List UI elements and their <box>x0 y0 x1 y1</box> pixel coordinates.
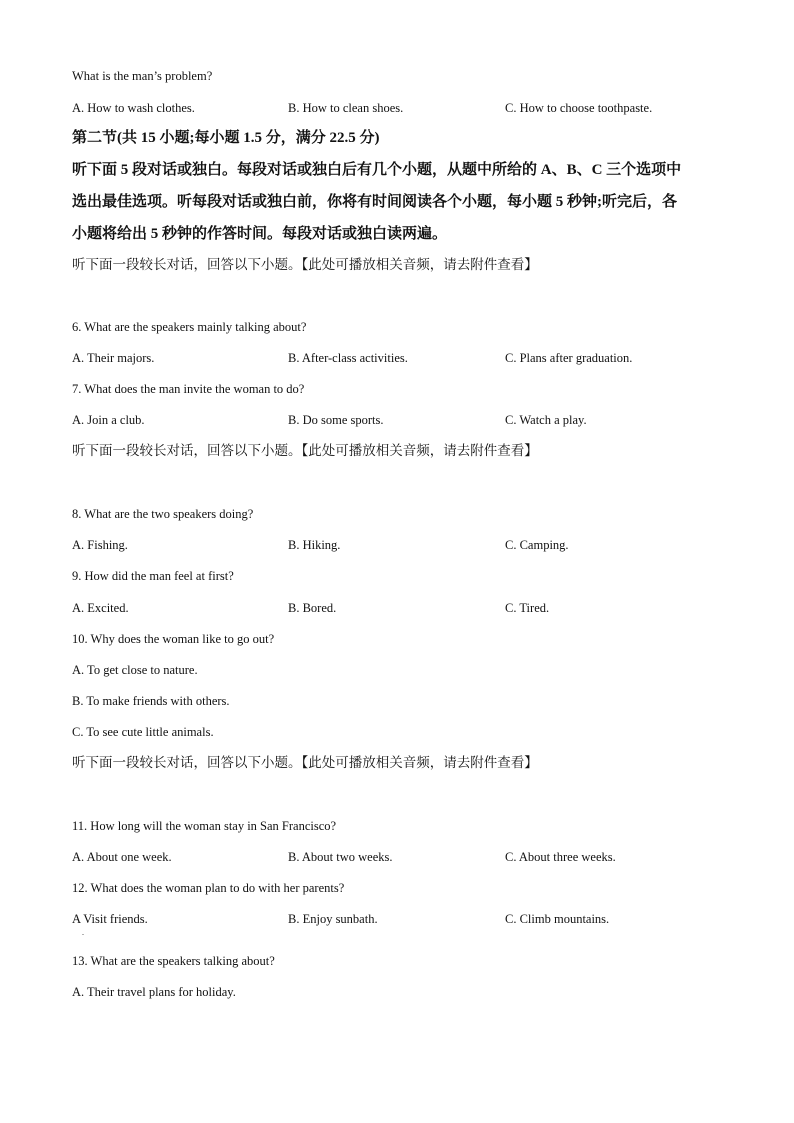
instructions-line-3: 小题将给出 5 秒钟的作答时间。每段对话或独白读两遍。 <box>72 226 448 242</box>
q5-option-a: A. How to wash clothes. <box>72 101 195 115</box>
listen-note-1: 听下面一段较长对话，回答以下小题。【此处可播放相关音频，请去附件查看】 <box>72 257 538 272</box>
q11-option-c: C. About three weeks. <box>505 850 616 864</box>
q13-option-a: A. Their travel plans for holiday. <box>72 985 236 999</box>
q8-option-c: C. Camping. <box>505 538 569 552</box>
q6-option-b: B. After-class activities. <box>288 351 408 365</box>
q12-option-c: C. Climb mountains. <box>505 912 610 926</box>
q7-option-a: A. Join a club. <box>72 413 145 427</box>
stray-dot-mark: . <box>82 928 84 937</box>
question-11-text: 11. How long will the woman stay in San Francisco? <box>72 819 337 833</box>
q6-option-a: A. Their majors. <box>72 351 155 365</box>
listen-note-2: 听下面一段较长对话，回答以下小题。【此处可播放相关音频，请去附件查看】 <box>72 443 538 458</box>
q6-option-c: C. Plans after graduation. <box>505 351 633 365</box>
listen-note-3: 听下面一段较长对话，回答以下小题。【此处可播放相关音频，请去附件查看】 <box>72 755 538 770</box>
question-13-text: 13. What are the speakers talking about? <box>72 954 275 968</box>
q12-option-b: B. Enjoy sunbath. <box>288 912 378 926</box>
q7-option-c: C. Watch a play. <box>505 413 587 427</box>
q9-option-c: C. Tired. <box>505 601 550 615</box>
question-10-text: 10. Why does the woman like to go out? <box>72 632 275 646</box>
section-title: 第二节(共 15 小题;每小题 1.5 分，满分 22.5 分) <box>72 130 380 146</box>
question-12-text: 12. What does the woman plan to do with her parents? <box>72 881 345 895</box>
q8-option-a: A. Fishing. <box>72 538 128 552</box>
q9-option-a: A. Excited. <box>72 601 129 615</box>
instructions-line-1: 听下面 5 段对话或独白。每段对话或独白后有几个小题，从题中所给的 A、B、C 三个选项中 <box>72 162 682 178</box>
q12-option-a: A Visit friends. <box>72 912 148 926</box>
question-8-text: 8. What are the two speakers doing? <box>72 507 254 521</box>
q9-option-b: B. Bored. <box>288 601 337 615</box>
q7-option-b: B. Do some sports. <box>288 413 384 427</box>
q10-option-a: A. To get close to nature. <box>72 663 198 677</box>
instructions-line-2: 选出最佳选项。听每段对话或独白前，你将有时间阅读各个小题，每小题 5 秒钟;听完后，各 <box>72 194 677 210</box>
q5-option-c: C. How to choose toothpaste. <box>505 101 653 115</box>
q8-option-b: B. Hiking. <box>288 538 341 552</box>
q10-option-c: C. To see cute little animals. <box>72 725 214 739</box>
q11-option-b: B. About two weeks. <box>288 850 393 864</box>
q5-option-b: B. How to clean shoes. <box>288 101 404 115</box>
q10-option-b: B. To make friends with others. <box>72 694 230 708</box>
q11-option-a: A. About one week. <box>72 850 172 864</box>
question-5-text: What is the man’s problem? <box>72 69 213 83</box>
question-7-text: 7. What does the man invite the woman to do? <box>72 382 305 396</box>
question-9-text: 9. How did the man feel at first? <box>72 569 234 583</box>
question-6-text: 6. What are the speakers mainly talking about? <box>72 320 307 334</box>
